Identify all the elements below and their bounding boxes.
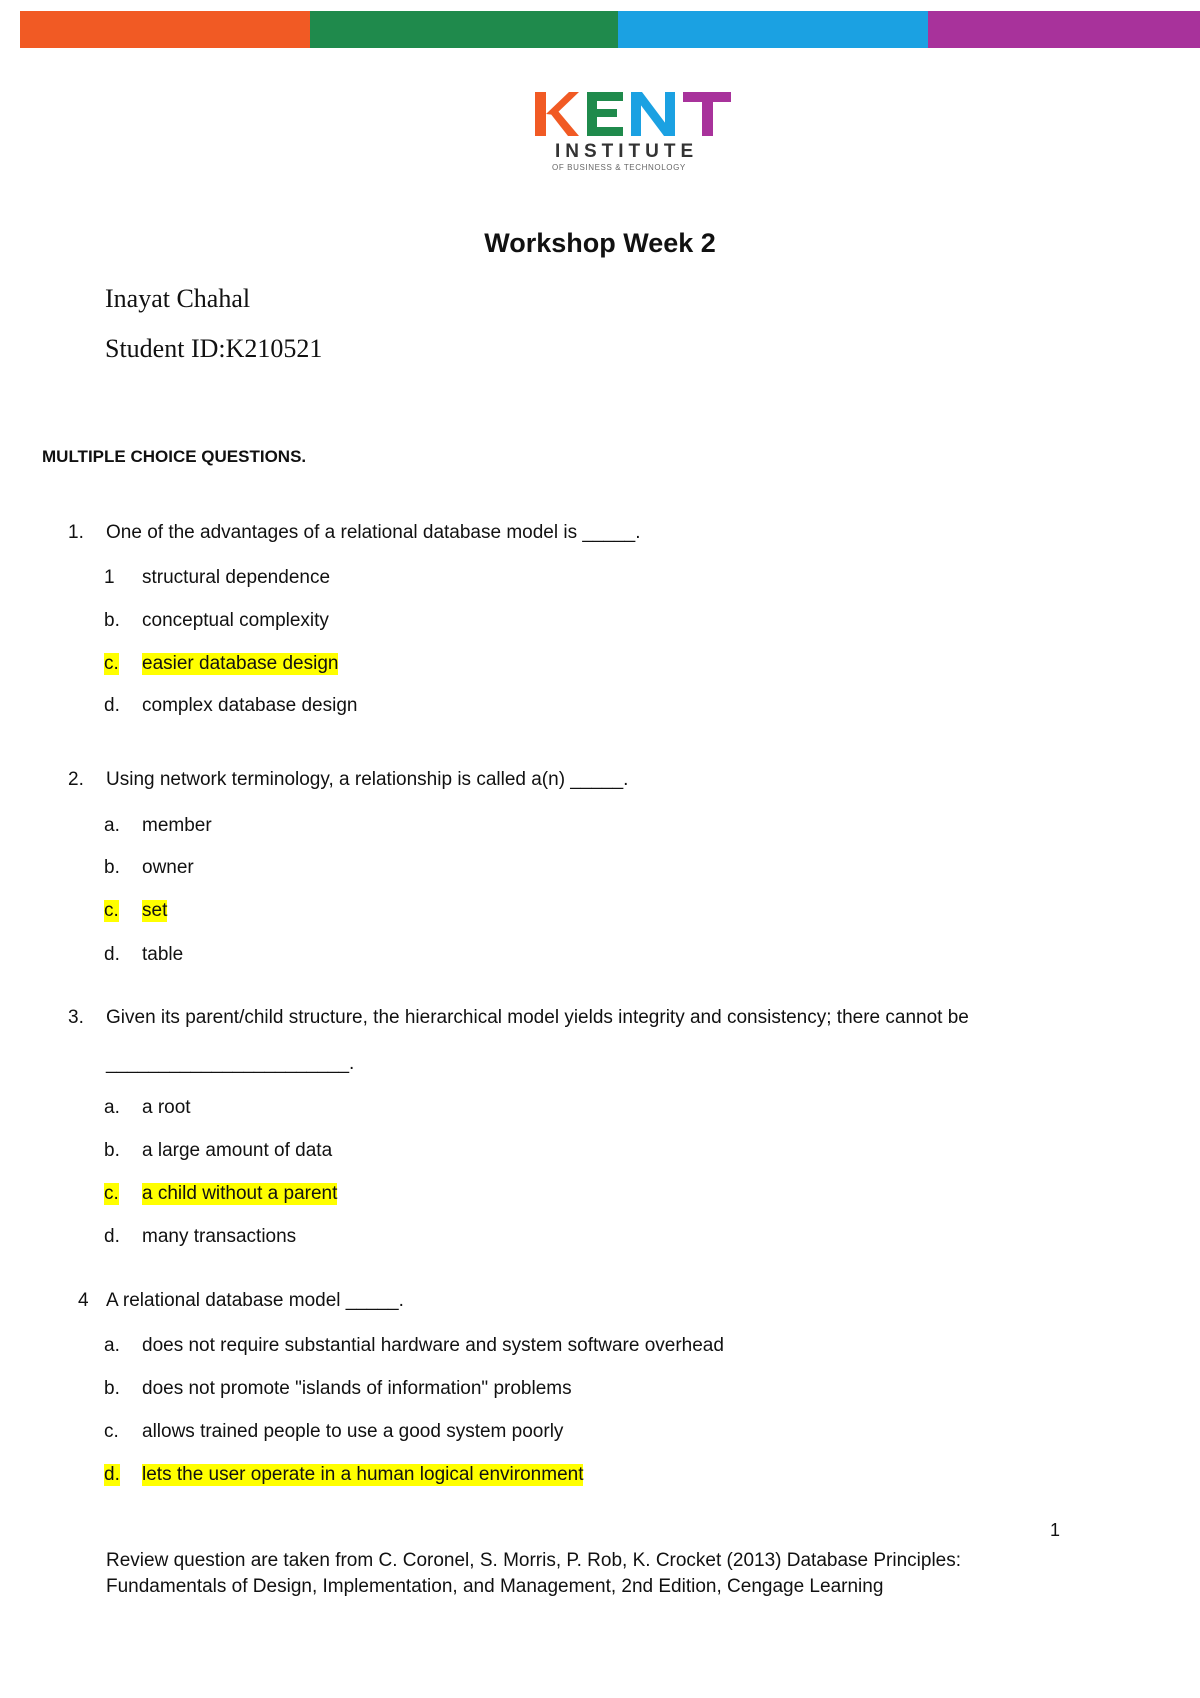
- option-text: set: [142, 900, 168, 921]
- svg-text:OF BUSINESS & TECHNOLOGY: OF BUSINESS & TECHNOLOGY: [552, 163, 686, 172]
- option-label: a.: [104, 1335, 120, 1356]
- question-text: A relational database model _____.: [106, 1290, 404, 1311]
- option-label: d.: [104, 944, 120, 965]
- student-name: Inayat Chahal: [105, 284, 251, 313]
- page-title: Workshop Week 2: [484, 228, 716, 258]
- option-text: lets the user operate in a human logical environment: [142, 1464, 584, 1485]
- option-label: b.: [104, 610, 120, 631]
- question-number: 3.: [68, 1007, 84, 1028]
- section-heading: MULTIPLE CHOICE QUESTIONS.: [42, 447, 307, 466]
- option-label: c.: [104, 653, 119, 674]
- reference-line-1: Review question are taken from C. Coronel, S. Morris, P. Rob, K. Crocket (2013) Database Principles:: [106, 1550, 962, 1571]
- option-label: c.: [104, 1183, 119, 1204]
- option-label: a.: [104, 815, 120, 836]
- option-text: a large amount of data: [142, 1140, 333, 1161]
- option-label: b.: [104, 1140, 120, 1161]
- question-number: 1.: [68, 522, 84, 543]
- question-text: One of the advantages of a relational database model is _____.: [106, 522, 641, 543]
- option-label: c.: [104, 900, 119, 921]
- question-number: 4: [78, 1290, 89, 1311]
- option-label: a.: [104, 1097, 120, 1118]
- option-text: a child without a parent: [142, 1183, 338, 1204]
- option-text: many transactions: [142, 1226, 297, 1247]
- option-label: 1: [104, 567, 115, 588]
- option-text: does not promote "islands of information" problems: [142, 1378, 572, 1399]
- kent-institute-logo: [533, 88, 753, 176]
- option-text: conceptual complexity: [142, 610, 329, 631]
- option-text: easier database design: [142, 653, 339, 674]
- option-text: does not require substantial hardware and system software overhead: [142, 1335, 724, 1356]
- option-text: structural dependence: [142, 567, 331, 588]
- svg-text:INSTITUTE: INSTITUTE: [555, 141, 699, 162]
- option-label: c.: [104, 1421, 119, 1442]
- option-label: d.: [104, 1464, 120, 1485]
- reference-footer: [106, 1548, 1066, 1600]
- option-text: allows trained people to use a good system poorly: [142, 1421, 564, 1442]
- option-text: member: [142, 815, 212, 836]
- option-label: b.: [104, 1378, 120, 1399]
- question-text: Using network terminology, a relationship is called a(n) _____.: [106, 769, 629, 790]
- header-band-blue: [618, 11, 928, 48]
- header-band-green: [310, 11, 618, 48]
- question-number: 2.: [68, 769, 84, 790]
- header-band-purple: [928, 11, 1200, 48]
- question-text: Given its parent/child structure, the hierarchical model yields integrity and consistency; there cannot be: [106, 1007, 969, 1028]
- header-band-orange: [20, 11, 310, 48]
- option-label: d.: [104, 695, 120, 716]
- option-label: d.: [104, 1226, 120, 1247]
- student-id: Student ID:K210521: [105, 334, 323, 363]
- option-text: a root: [142, 1097, 191, 1118]
- option-label: b.: [104, 857, 120, 878]
- page-number: 1: [1050, 1520, 1061, 1540]
- option-text: table: [142, 944, 184, 965]
- option-text: complex database design: [142, 695, 358, 716]
- question-blank: _______________________.: [106, 1053, 355, 1074]
- option-text: owner: [142, 857, 194, 878]
- reference-line-2: Fundamentals of Design, Implementation, and Management, 2nd Edition, Cengage Learning: [106, 1576, 884, 1597]
